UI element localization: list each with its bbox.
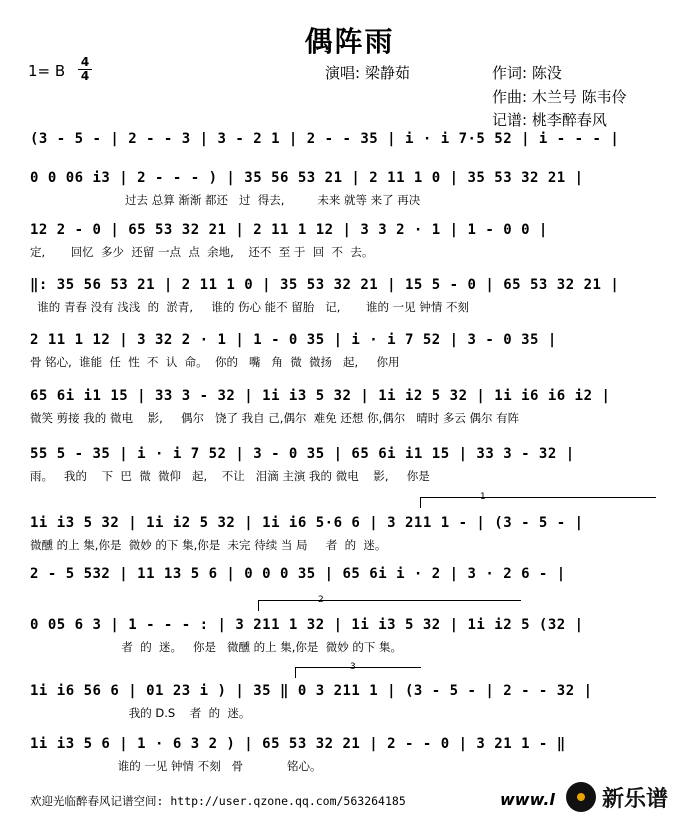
lyrics-line: 骨 铭心, 谁能 任 性 不 认 命。 你的 嘴 角 微 微扬 起, 你用	[30, 355, 400, 369]
notation-line: 2 11 1 12 | 3 32 2 · 1 | 1 - 0 35 | i · i 7 52 | 3 - 0 35 |	[30, 332, 557, 348]
lyrics-line: 我的 D.S 者 的 迷。	[30, 706, 251, 720]
lyrics-line: 谁的 青春 没有 浅浅 的 淤青, 谁的 伤心 能不 留胎 记, 谁的 一见 钟情 不刻	[30, 300, 469, 314]
lyrics-line: 雨。 我的 下 巴 微 微仰 起, 不让 泪滴 主演 我的 微电 影, 你是	[30, 469, 430, 483]
song-title: 偶阵雨	[304, 25, 395, 58]
singer-credit: 演唱: 梁静茹	[325, 64, 410, 82]
notation-line: 65 6i i1 15 | 33 3 - 32 | 1i i3 5 32 | 1i i2 5 32 | 1i i6 i6 i2 |	[30, 388, 611, 404]
lyrics-line: 微醺 的上 集,你是 微妙 的下 集,你是 未完 待续 当 局 者 的 迷。	[30, 538, 387, 552]
composer-credit: 作曲: 木兰号 陈韦伶	[492, 88, 627, 106]
footer-text: 欢迎光临醉春风记谱空间: http://user.qzone.qq.com/563264185	[30, 794, 406, 808]
notation-line: 1i i6 56 6 | 01 23 i ) | 35 ‖ 0 3 211 1 | (3 - 5 - | 2 - - 32 |	[30, 683, 593, 699]
transcriber-credit: 记谱: 桃李醉春风	[492, 111, 607, 129]
notation-line: 0 0 06 i3 | 2 - - - ) | 35 56 53 21 | 2 11 1 0 | 35 53 32 21 |	[30, 170, 584, 186]
notation-line: 2 - 5 532 | 11 13 5 6 | 0 0 0 35 | 65 6i i · 2 | 3 · 2 6 - |	[30, 566, 566, 582]
volta-bracket-2	[258, 600, 521, 611]
lyrics-line: 谁的 一见 钟情 不刻 骨 铭心。	[30, 759, 322, 773]
meter-bottom: 4	[78, 69, 92, 83]
volta-number-2: 2	[318, 595, 324, 605]
meter-top: 4	[80, 55, 90, 69]
notation-line: 12 2 - 0 | 65 53 32 21 | 2 11 1 12 | 3 3 2 · 1 | 1 - 0 0 |	[30, 222, 548, 238]
watermark: www.l	[500, 790, 555, 809]
record-disc-icon	[566, 782, 596, 812]
notation-line: 55 5 - 35 | i · i 7 52 | 3 - 0 35 | 65 6i i1 15 | 33 3 - 32 |	[30, 446, 575, 462]
logo-text: 新乐谱	[602, 786, 669, 812]
notation-line: 1i i3 5 32 | 1i i2 5 32 | 1i i6 5·6 6 | 3 211 1 - | (3 - 5 - |	[30, 515, 584, 531]
notation-line: ‖: 35 56 53 21 | 2 11 1 0 | 35 53 32 21 | 15 5 - 0 | 65 53 32 21 |	[30, 277, 620, 293]
notation-line: 0 05 6 3 | 1 - - - : | 3 211 1 32 | 1i i3 5 32 | 1i i2 5 (32 |	[30, 617, 584, 633]
volta-bracket-3	[295, 667, 421, 678]
notation-line: (3 - 5 - | 2 - - 3 | 3 - 2 1 | 2 - - 35 | i · i 7·5 52 | i - - - |	[30, 131, 620, 147]
lyrics-line: 定, 回忆 多少 还留 一点 点 余地, 还不 至 于 回 不 去。	[30, 245, 374, 259]
volta-bracket-1	[420, 497, 656, 508]
lyrics-line: 微笑 剪接 我的 微电 影, 偶尔 饶了 我自 己,偶尔 难免 还想 你,偶尔 晴时 多云 偶尔 有阵	[30, 411, 520, 425]
lyrics-line: 过去 总算 渐渐 都还 过 得去, 未来 就等 来了 再决	[30, 193, 421, 207]
site-logo	[566, 778, 696, 816]
lyrics-line: 者 的 迷。 你是 微醺 的上 集,你是 微妙 的下 集。	[30, 640, 403, 654]
volta-number-1: 1	[480, 492, 486, 502]
key-signature: 1= B	[28, 62, 66, 80]
notation-line: 1i i3 5 6 | 1 · 6 3 2 ) | 65 53 32 21 | 2 - - 0 | 3 21 1 - ‖	[30, 736, 566, 752]
volta-number-3: 3	[350, 662, 356, 672]
lyricist-credit: 作词: 陈没	[492, 64, 562, 82]
time-signature	[78, 56, 92, 83]
